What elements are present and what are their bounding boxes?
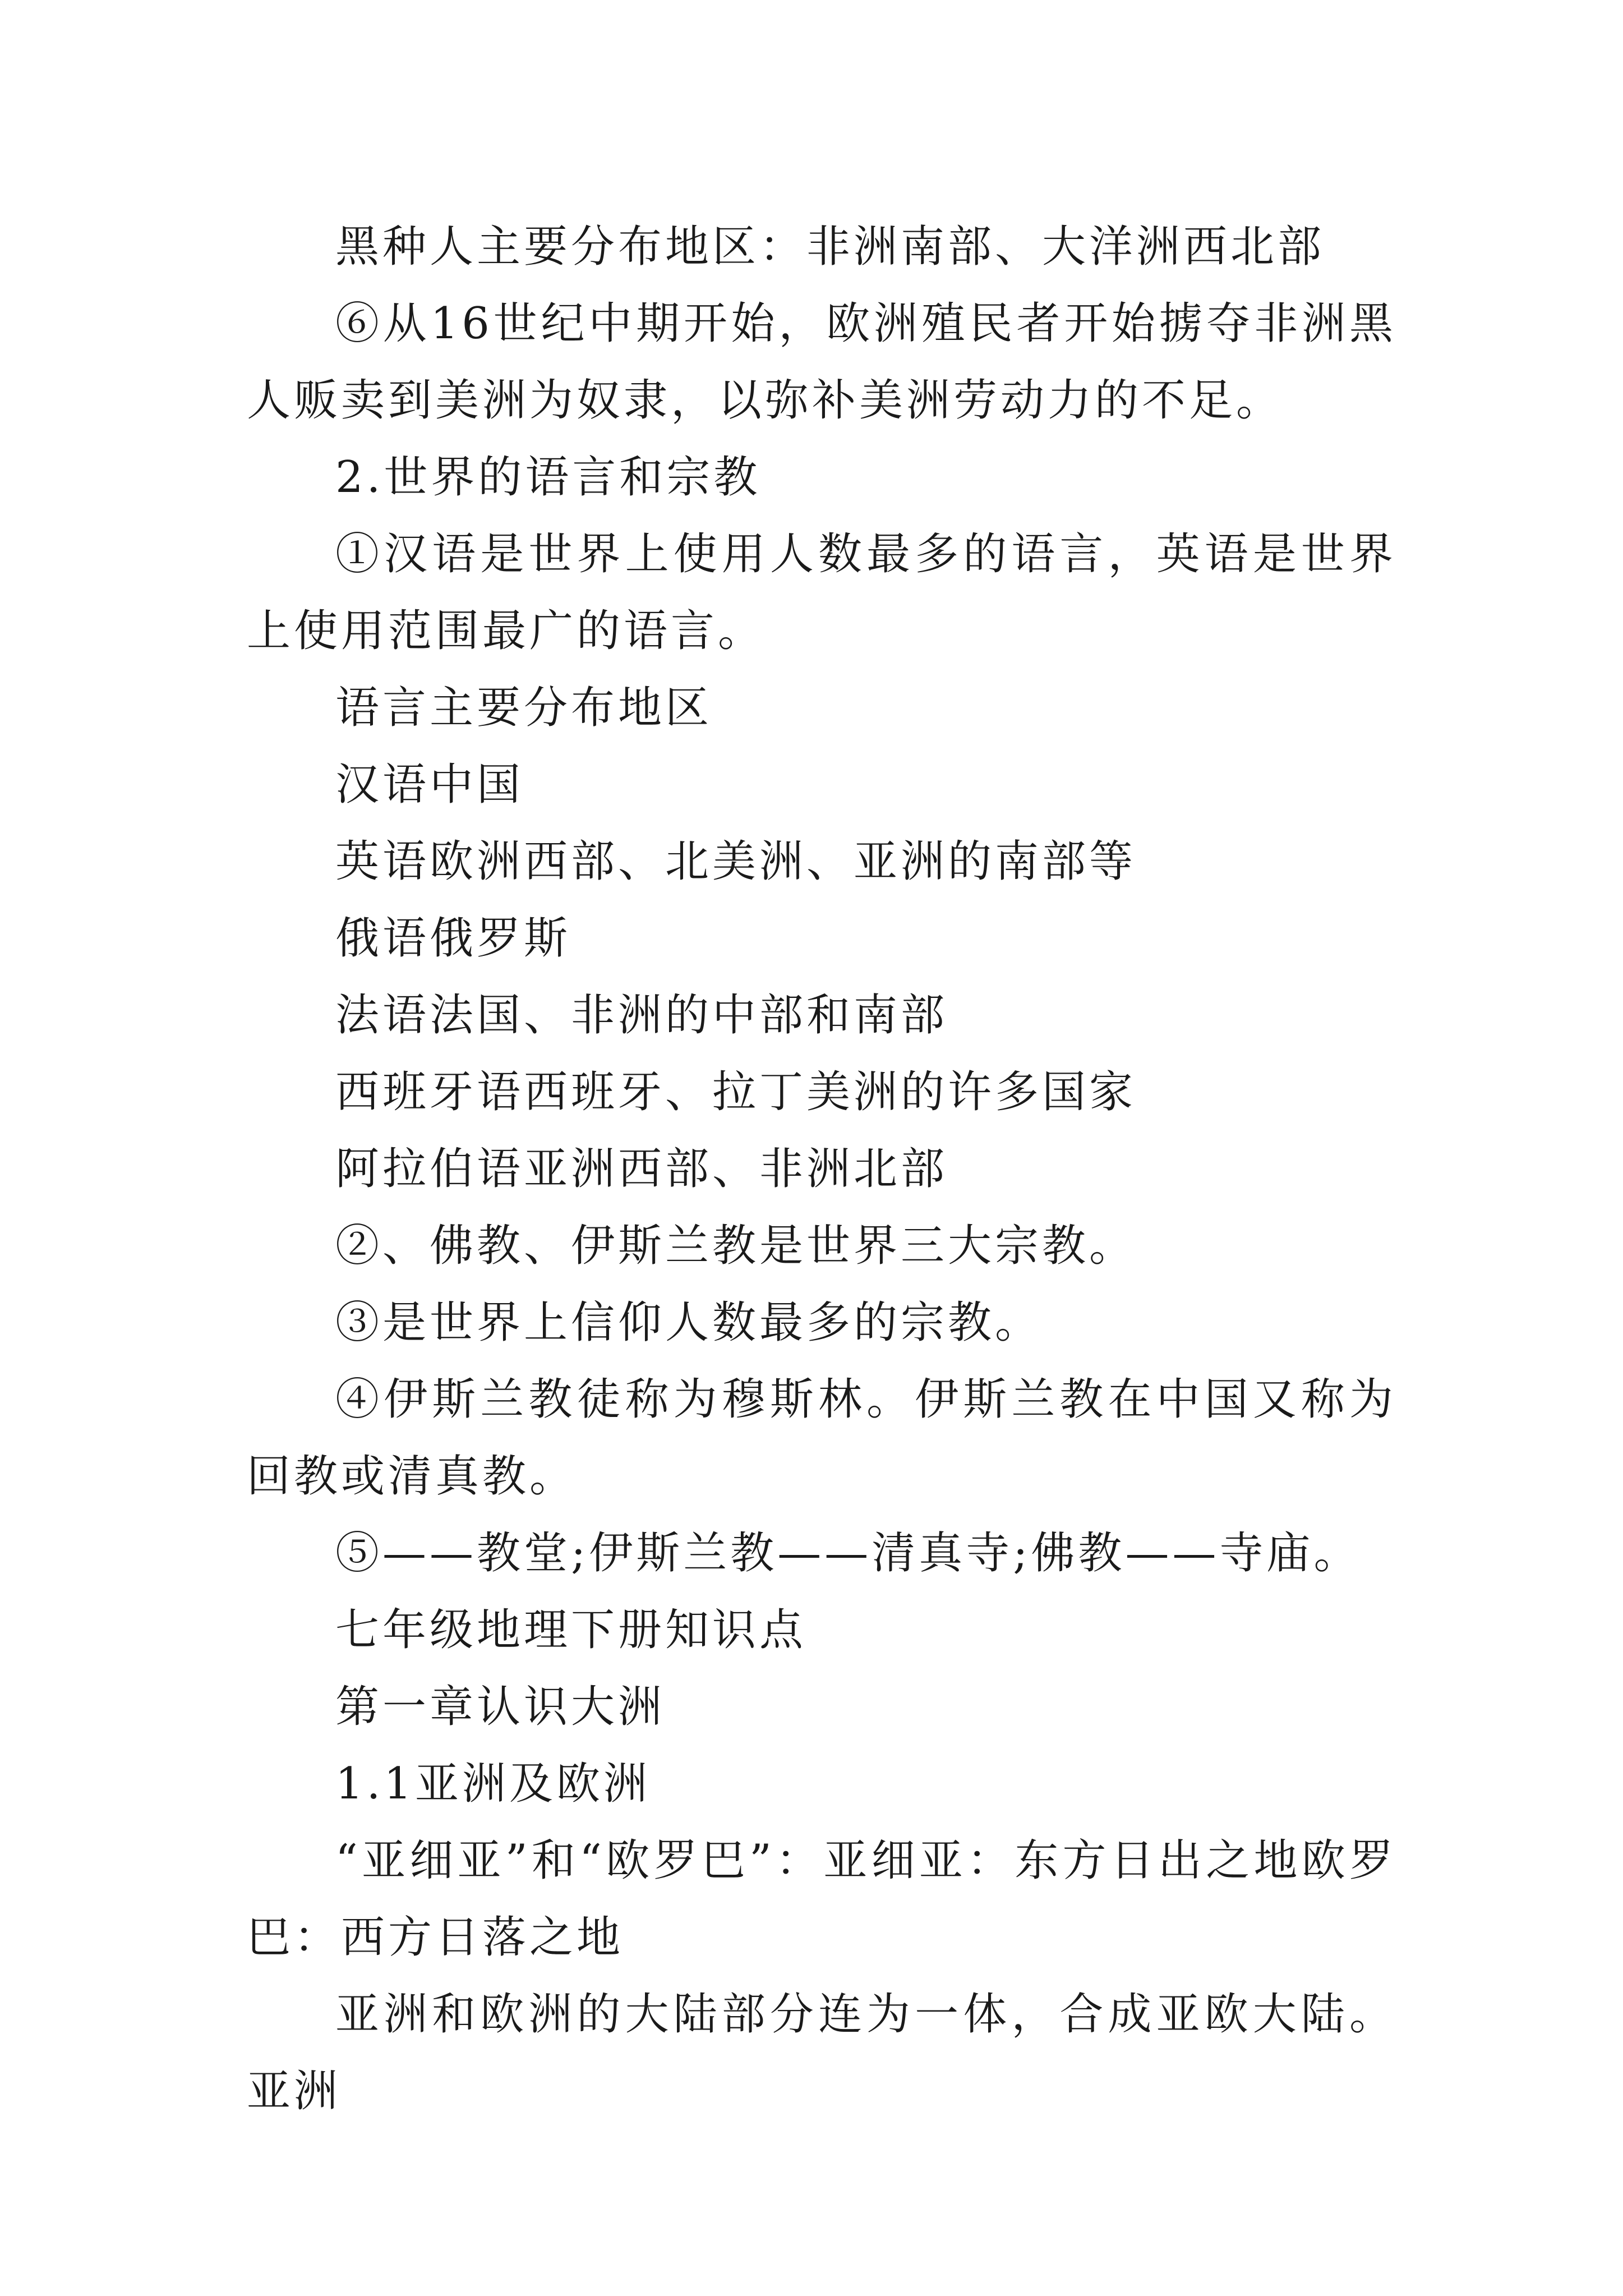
paragraph-slave-trade: ⑥从16世纪中期开始，欧洲殖民者开始掳夺非洲黑人贩卖到美洲为奴隶，以弥补美洲劳动力的不足。 bbox=[247, 298, 1396, 426]
paragraph-three-religions: ②、佛教、伊斯兰教是世界三大宗教。 bbox=[335, 1221, 1137, 1271]
section-heading-languages-religions: 2.世界的语言和宗教 bbox=[335, 452, 761, 503]
paragraph-most-followers: ③是世界上信仰人数最多的宗教。 bbox=[335, 1297, 1043, 1348]
paragraph-black-race-distribution: 黑种人主要分布地区：非洲南部、大洋洲西北部 bbox=[335, 222, 1325, 272]
language-row-spanish: 西班牙语西班牙、拉丁美洲的许多国家 bbox=[335, 1067, 1137, 1117]
paragraph-eurasia: 亚洲和欧洲的大陆部分连为一体，合成亚欧大陆。亚洲 bbox=[247, 1989, 1396, 2116]
paragraph-chinese-english: ①汉语是世界上使用人数最多的语言，英语是世界上使用范围最广的语言。 bbox=[247, 529, 1396, 656]
heading-grade7-geography: 七年级地理下册知识点 bbox=[335, 1605, 807, 1655]
heading-section-1-1: 1.1亚洲及欧洲 bbox=[335, 1759, 651, 1809]
language-row-arabic: 阿拉伯语亚洲西部、非洲北部 bbox=[335, 1144, 948, 1194]
language-row-chinese: 汉语中国 bbox=[335, 760, 524, 810]
paragraph-places-of-worship: ⑤——教堂;伊斯兰教——清真寺;佛教——寺庙。 bbox=[335, 1528, 1361, 1579]
language-table-header: 语言主要分布地区 bbox=[335, 683, 713, 733]
language-row-russian: 俄语俄罗斯 bbox=[335, 913, 571, 964]
language-row-french: 法语法国、非洲的中部和南部 bbox=[335, 990, 948, 1041]
heading-chapter-one: 第一章认识大洲 bbox=[335, 1682, 666, 1732]
paragraph-asia-europe-names: “亚细亚”和“欧罗巴”：亚细亚：东方日出之地欧罗巴：西方日落之地 bbox=[247, 1835, 1396, 1963]
language-row-english: 英语欧洲西部、北美洲、亚洲的南部等 bbox=[335, 836, 1137, 887]
paragraph-islam-names: ④伊斯兰教徒称为穆斯林。伊斯兰教在中国又称为回教或清真教。 bbox=[247, 1374, 1396, 1502]
document-body bbox=[247, 209, 1396, 2130]
